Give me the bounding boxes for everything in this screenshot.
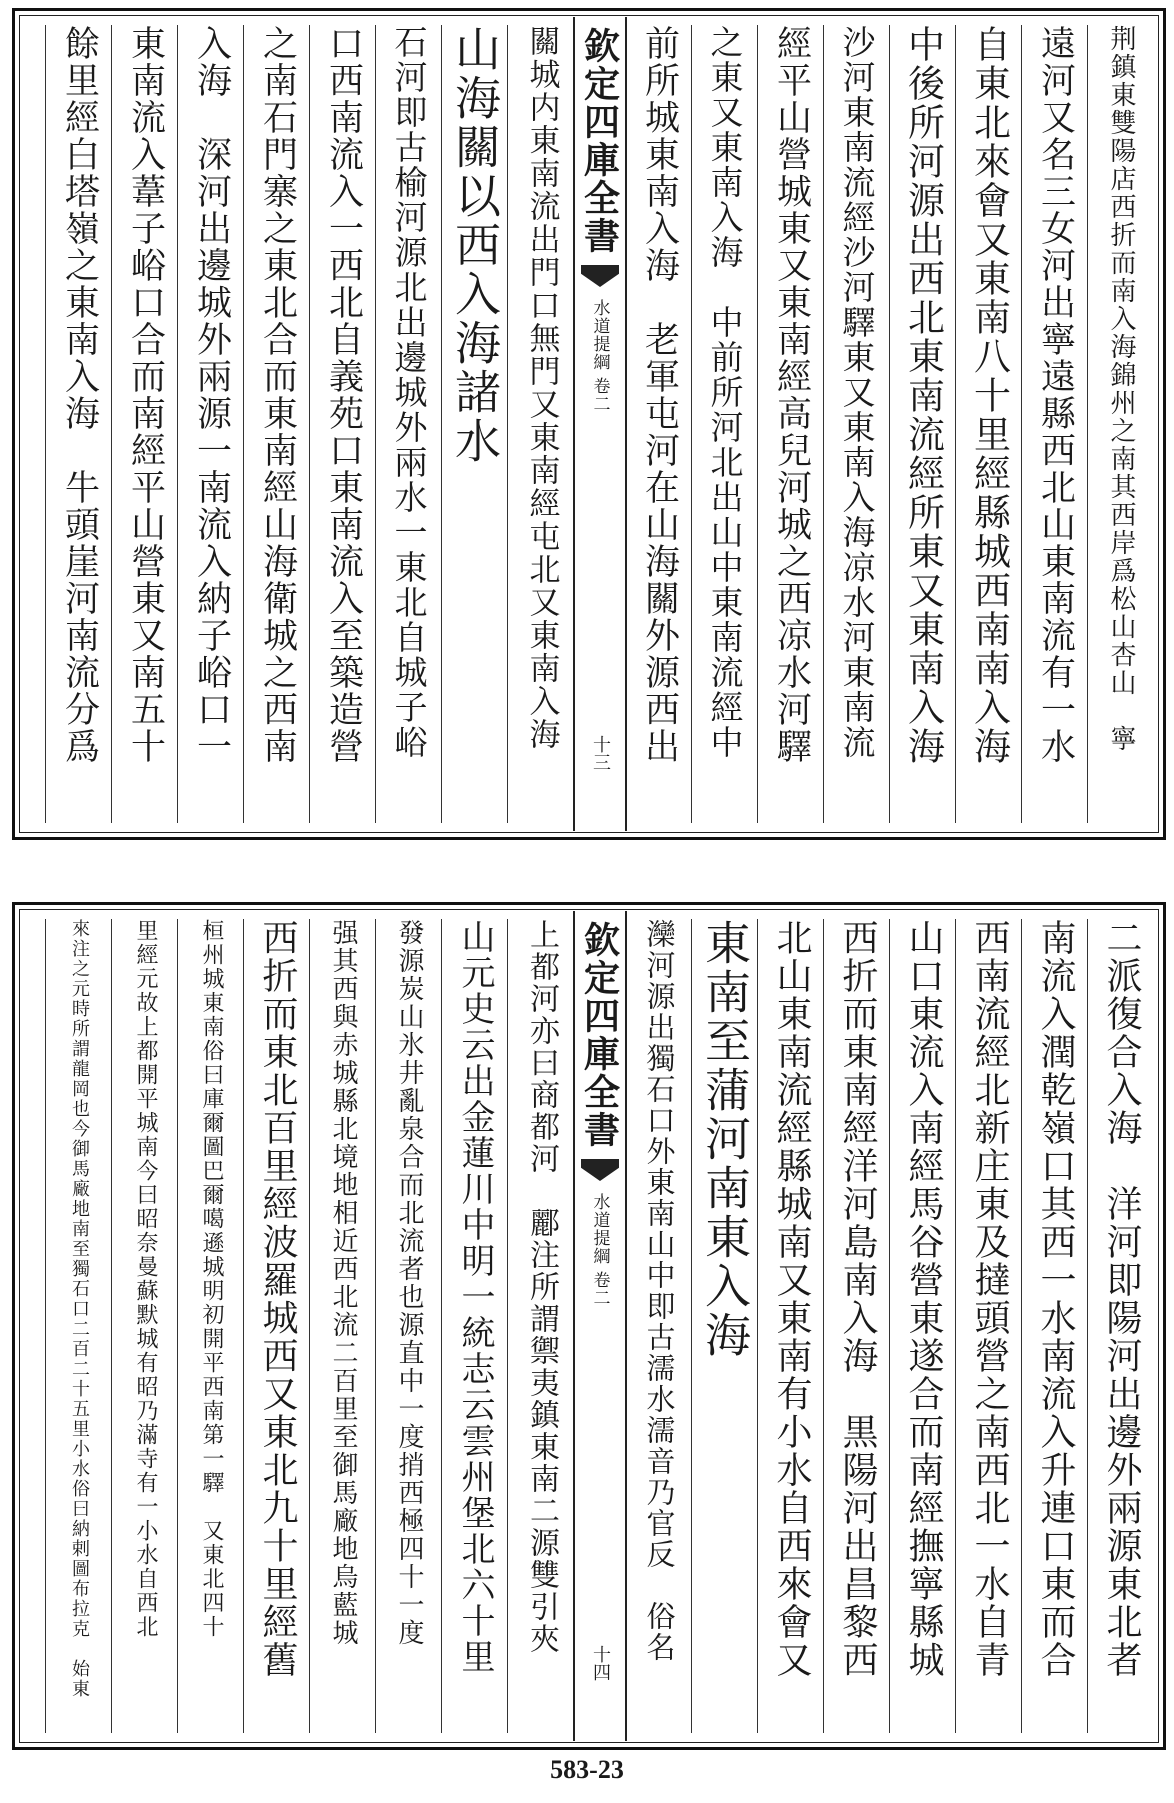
text-column [375, 919, 442, 1733]
text-column [309, 25, 376, 823]
column-text: 荆鎮東雙陽店西折而南入海錦州之南其西岸爲松山杏山 寧 [1106, 25, 1136, 753]
text-column [757, 25, 824, 823]
column-text: 中後所河源出西北東南流經所東又東南入海 [901, 25, 945, 766]
text-column [243, 919, 310, 1733]
text-column [1087, 919, 1154, 1733]
column-text: 西折而東北百里經波羅城西又東北九十里經舊 [257, 919, 298, 1679]
column-text: 東南流入葦子峪口合而南經平山營東又南五十 [125, 25, 166, 765]
text-column [441, 919, 508, 1733]
column-text: 東南至蒲河南東入海 [698, 919, 752, 1360]
column-text: 山海關以西入海諸水 [448, 25, 502, 466]
text-column [691, 919, 758, 1733]
column-text: 西折而東南經洋河島南入海 黒陽河出昌黎西 [837, 919, 878, 1679]
gutter-folio-number: 十四 [590, 1645, 611, 1681]
column-text: 自東北來會又東南八十里經縣城西南南入海 [967, 25, 1011, 766]
fish-tail-mark-icon [581, 1159, 619, 1181]
text-column [45, 25, 112, 823]
column-text: 之南石門寨之東北合而東南經山海衛城之西南 [257, 25, 298, 765]
text-column [625, 919, 692, 1733]
column-text: 前所城東南入海 老軍屯河在山海關外源西出 [639, 25, 680, 765]
column-text: 之東又東南入海 中前所河北出山中東南流經中 [705, 25, 745, 760]
text-column [889, 919, 956, 1733]
text-column [507, 25, 574, 823]
column-text: 遠河又名三女河出寧遠縣西北山東南流有一水 [1035, 25, 1076, 765]
column-text: 經平山營城東又東南經高兒河城之西凉水河驛 [771, 25, 812, 765]
gutter-volume: 卷二 [589, 377, 610, 413]
center-gutter [573, 911, 627, 1741]
bottom-page-panel [12, 902, 1166, 1750]
text-column [955, 25, 1022, 823]
center-gutter [573, 17, 627, 831]
column-text: 北山東南流經縣城南又東南有小水自西來會又 [771, 919, 812, 1679]
text-column [1021, 919, 1088, 1733]
text-column [955, 919, 1022, 1733]
column-text: 里經元故上都開平城南今曰昭奈曼蘇默城有昭乃滿寺有一小水自西北 [133, 919, 158, 1639]
column-text: 南流入潤乾嶺口其西一水南流入升連口東而合 [1035, 919, 1076, 1679]
column-text: 强其西與赤城縣北境地相近西北流二百里至御馬廠地烏藍城 [328, 919, 358, 1647]
column-text: 上都河亦曰商都河 酈注所謂禦夷鎮東南二源雙引夾 [524, 919, 559, 1655]
column-text: 沙河東南流經沙河驛東又東南入海凉水河東南流 [837, 25, 877, 760]
column-text: 西南流經北新庄東及撻頭營之南西北一水自青 [969, 919, 1010, 1679]
text-column [375, 25, 442, 823]
fish-tail-mark-icon [581, 265, 619, 287]
column-text: 關城内東南流出門口無門又東南經屯北又東南入海 [523, 25, 560, 751]
text-column [625, 25, 692, 823]
top-page-panel [12, 8, 1166, 840]
gutter-title: 欽定四庫全書 [578, 27, 621, 255]
text-column [507, 919, 574, 1733]
text-column [177, 919, 244, 1733]
text-column [111, 25, 178, 823]
text-column [111, 919, 178, 1733]
column-text: 山元史云出金蓮川中明一統志云雲州堡北六十里 [455, 919, 495, 1675]
gutter-volume: 卷二 [589, 1271, 610, 1307]
column-text: 餘里經白塔嶺之東南入海 牛頭崖河南流分爲 [59, 25, 100, 765]
gutter-title: 欽定四庫全書 [578, 921, 621, 1149]
text-column [441, 25, 508, 823]
text-column [309, 919, 376, 1733]
column-text: 桓州城東南俗曰庫爾圖巴爾噶遜城明初開平西南第一驛 又東北四十 [199, 919, 224, 1639]
column-text: 發源炭山氷井亂泉合而北流者也源直中一度捎西極四十一度 [394, 919, 424, 1647]
column-text: 灤河源出獨石口外東南山中即古濡水濡音乃官反 俗名 [642, 919, 677, 1663]
gutter-book-title: 水道提綱 [589, 299, 610, 371]
column-text: 口西南流入一西北自義苑口東南流入至築造營 [323, 25, 364, 765]
text-column [757, 919, 824, 1733]
column-text: 二派復合入海 洋河即陽河出邊外兩源東北者 [1101, 919, 1142, 1679]
gutter-folio-number: 十三 [590, 735, 611, 771]
column-text: 山口東流入南經馬谷營東遂合而南經撫寧縣城 [903, 919, 944, 1679]
text-column [177, 25, 244, 823]
column-text: 石河即古榆河源北出邊城外兩水一東北自城子峪 [389, 25, 429, 760]
text-column [45, 919, 112, 1733]
column-text: 入海 深河出邊城外兩源一南流入納子峪口一 [191, 25, 232, 765]
text-column [1087, 25, 1154, 823]
gutter-book-title: 水道提綱 [589, 1193, 610, 1265]
column-text: 來注之元時所謂龍岡也今御馬廠地南至獨石口二百二十五里小水俗曰納剌圖布拉克 始東 [69, 919, 90, 1699]
text-column [823, 919, 890, 1733]
text-column [1021, 25, 1088, 823]
text-column [823, 25, 890, 823]
text-column [691, 25, 758, 823]
text-column [889, 25, 956, 823]
text-column [243, 25, 310, 823]
page-number: 583-23 [550, 1755, 624, 1784]
